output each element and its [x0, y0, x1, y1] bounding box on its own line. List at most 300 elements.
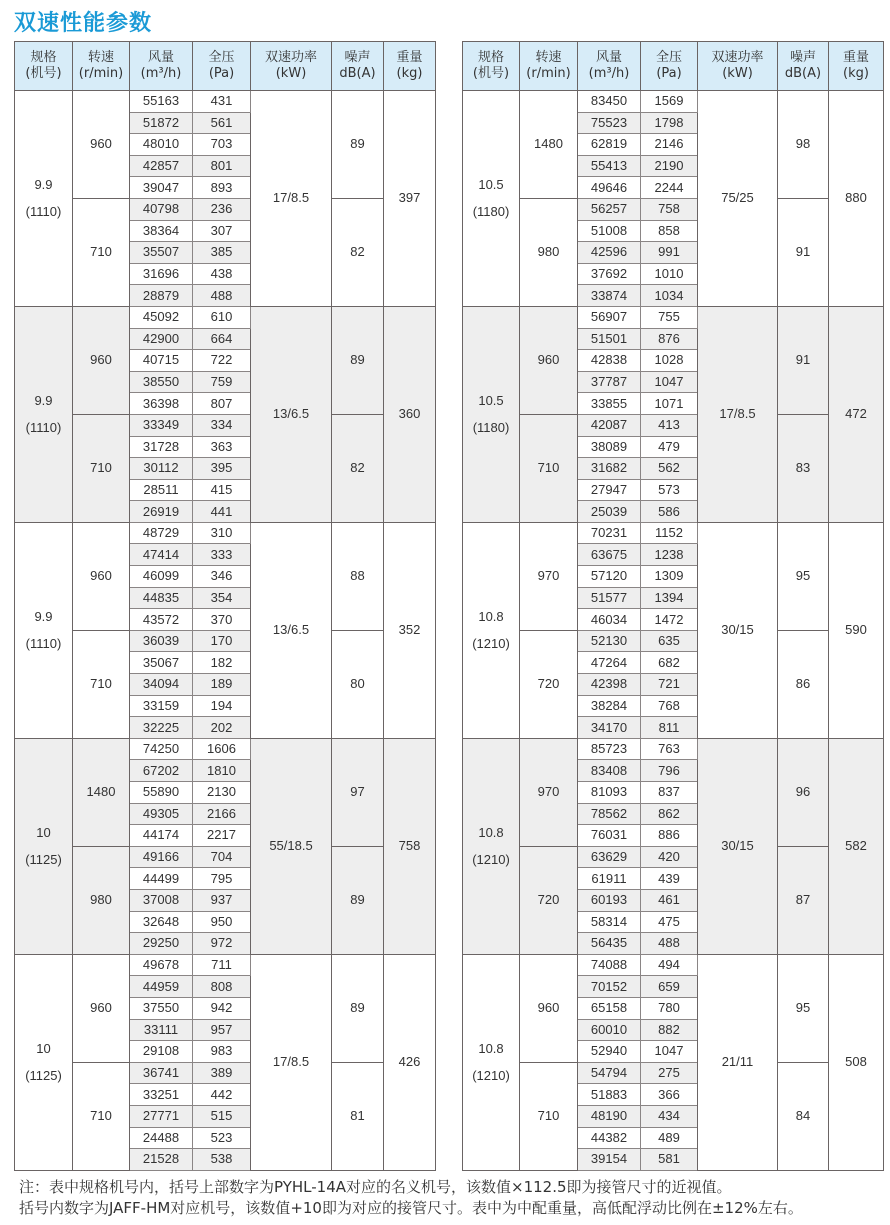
airflow-cell: 49678 — [130, 954, 193, 976]
airflow-cell: 32225 — [130, 717, 193, 739]
header-label: 重量 — [396, 50, 423, 65]
header-label: 双速功率 — [711, 50, 764, 65]
performance-table-left — [14, 41, 436, 1171]
airflow-cell: 65158 — [578, 997, 641, 1019]
airflow-cell: 26919 — [130, 501, 193, 523]
speed-cell: 980 — [520, 198, 578, 306]
column-header-speed — [520, 42, 578, 91]
pressure-cell: 346 — [193, 566, 251, 588]
speed-cell: 720 — [520, 846, 578, 954]
speed-cell: 960 — [73, 522, 130, 630]
airflow-cell: 42838 — [578, 350, 641, 372]
speed-cell: 1480 — [520, 91, 578, 199]
airflow-cell: 31696 — [130, 263, 193, 285]
airflow-cell: 33349 — [130, 414, 193, 436]
noise-cell: 89 — [332, 954, 384, 1062]
pressure-cell: 515 — [193, 1105, 251, 1127]
pressure-cell: 442 — [193, 1084, 251, 1106]
pressure-cell: 610 — [193, 306, 251, 328]
header-row — [463, 42, 884, 91]
noise-cell: 89 — [332, 91, 384, 199]
pressure-cell: 363 — [193, 436, 251, 458]
airflow-cell: 33855 — [578, 393, 641, 415]
model-cell — [15, 306, 73, 522]
table-row — [463, 414, 884, 436]
pressure-cell: 586 — [641, 501, 698, 523]
airflow-cell: 81093 — [578, 782, 641, 804]
noise-cell: 96 — [778, 738, 829, 846]
airflow-cell: 43572 — [130, 609, 193, 631]
pressure-cell: 494 — [641, 954, 698, 976]
weight-cell: 758 — [384, 738, 436, 954]
airflow-cell: 56907 — [578, 306, 641, 328]
speed-cell: 960 — [73, 954, 130, 1062]
power-cell: 17/8.5 — [251, 91, 332, 307]
pressure-cell: 1798 — [641, 112, 698, 134]
header-unit: dB(A) — [784, 66, 822, 81]
table-body — [15, 91, 436, 1171]
weight-cell: 590 — [829, 522, 884, 738]
airflow-cell: 49305 — [130, 803, 193, 825]
pressure-cell: 1569 — [641, 91, 698, 113]
header-label: 全压 — [208, 50, 235, 65]
header-label: 转速 — [535, 50, 562, 65]
pressure-cell: 2190 — [641, 155, 698, 177]
pressure-cell: 942 — [193, 997, 251, 1019]
pressure-cell: 635 — [641, 630, 698, 652]
airflow-cell: 38284 — [578, 695, 641, 717]
header-label: 双速功率 — [264, 50, 317, 65]
header-label: 风量 — [147, 50, 174, 65]
airflow-cell: 60010 — [578, 1019, 641, 1041]
airflow-cell: 46099 — [130, 566, 193, 588]
speed-cell: 710 — [520, 414, 578, 522]
weight-cell: 508 — [829, 954, 884, 1170]
model-cell — [463, 738, 520, 954]
pressure-cell: 310 — [193, 522, 251, 544]
pressure-cell: 768 — [641, 695, 698, 717]
airflow-cell: 30112 — [130, 458, 193, 480]
pressure-cell: 581 — [641, 1149, 698, 1171]
airflow-cell: 48010 — [130, 134, 193, 156]
airflow-cell: 28879 — [130, 285, 193, 307]
airflow-cell: 85723 — [578, 738, 641, 760]
pressure-cell: 2166 — [193, 803, 251, 825]
column-header-airflow — [578, 42, 641, 91]
airflow-cell: 42087 — [578, 414, 641, 436]
speed-cell: 710 — [73, 630, 130, 738]
airflow-cell: 51577 — [578, 587, 641, 609]
noise-cell: 83 — [778, 414, 829, 522]
model-sub-number: (1210) — [472, 852, 510, 868]
speed-cell: 710 — [73, 1062, 130, 1170]
airflow-cell: 51883 — [578, 1084, 641, 1106]
pressure-cell: 1309 — [641, 566, 698, 588]
pressure-cell: 438 — [193, 263, 251, 285]
pressure-cell: 385 — [193, 242, 251, 264]
pressure-cell: 189 — [193, 674, 251, 696]
airflow-cell: 62819 — [578, 134, 641, 156]
airflow-cell: 25039 — [578, 501, 641, 523]
airflow-cell: 51008 — [578, 220, 641, 242]
model-cell — [463, 306, 520, 522]
table-row — [15, 198, 436, 220]
noise-cell: 87 — [778, 846, 829, 954]
airflow-cell: 40798 — [130, 198, 193, 220]
airflow-cell: 54794 — [578, 1062, 641, 1084]
airflow-cell: 44835 — [130, 587, 193, 609]
noise-cell: 95 — [778, 522, 829, 630]
noise-cell: 86 — [778, 630, 829, 738]
model-sub-number: (1210) — [472, 1068, 510, 1084]
pressure-cell: 811 — [641, 717, 698, 739]
airflow-cell: 58314 — [578, 911, 641, 933]
pressure-cell: 523 — [193, 1127, 251, 1149]
model-cell — [463, 522, 520, 738]
airflow-cell: 49166 — [130, 846, 193, 868]
header-label: 规格 — [30, 50, 57, 65]
column-header-airflow — [130, 42, 193, 91]
pressure-cell: 1010 — [641, 263, 698, 285]
pressure-cell: 1034 — [641, 285, 698, 307]
pressure-cell: 354 — [193, 587, 251, 609]
pressure-cell: 461 — [641, 889, 698, 911]
airflow-cell: 33251 — [130, 1084, 193, 1106]
header-unit: (Pa) — [208, 66, 235, 81]
airflow-cell: 63675 — [578, 544, 641, 566]
airflow-cell: 29108 — [130, 1041, 193, 1063]
pressure-cell: 275 — [641, 1062, 698, 1084]
header-label: 转速 — [87, 50, 114, 65]
pressure-cell: 659 — [641, 976, 698, 998]
pressure-cell: 876 — [641, 328, 698, 350]
table-row — [15, 1062, 436, 1084]
noise-cell: 91 — [778, 306, 829, 414]
footnote-line-1: 注：表中规格机号内，括号上部数字为PYHL-14A对应的名义机号，该数值×112.5即为接管尺寸的近视值。 — [19, 1178, 732, 1196]
pressure-cell: 562 — [641, 458, 698, 480]
power-cell: 75/25 — [698, 91, 778, 307]
table-row — [15, 306, 436, 328]
airflow-cell: 31682 — [578, 458, 641, 480]
header-label: 噪声 — [344, 50, 371, 65]
header-unit: (m³/h) — [588, 66, 630, 81]
model-cell — [15, 738, 73, 954]
airflow-cell: 46034 — [578, 609, 641, 631]
pressure-cell: 431 — [193, 91, 251, 113]
speed-cell: 720 — [520, 630, 578, 738]
noise-cell: 80 — [332, 630, 384, 738]
noise-cell: 84 — [778, 1062, 829, 1170]
model-number: 9.9 — [34, 609, 53, 625]
airflow-cell: 37008 — [130, 889, 193, 911]
power-cell: 13/6.5 — [251, 522, 332, 738]
airflow-cell: 29250 — [130, 933, 193, 955]
airflow-cell: 49646 — [578, 177, 641, 199]
airflow-cell: 51872 — [130, 112, 193, 134]
airflow-cell: 35507 — [130, 242, 193, 264]
airflow-cell: 37787 — [578, 371, 641, 393]
model-number: 9.9 — [34, 393, 53, 409]
speed-cell: 710 — [520, 1062, 578, 1170]
header-label: 规格 — [477, 50, 504, 65]
speed-cell: 960 — [520, 306, 578, 414]
header-label: 全压 — [655, 50, 682, 65]
pressure-cell: 882 — [641, 1019, 698, 1041]
pressure-cell: 1152 — [641, 522, 698, 544]
pressure-cell: 561 — [193, 112, 251, 134]
header-unit: (机号) — [25, 66, 62, 81]
pressure-cell: 957 — [193, 1019, 251, 1041]
airflow-cell: 36039 — [130, 630, 193, 652]
pressure-cell: 758 — [641, 198, 698, 220]
model-number: 10 — [36, 1041, 51, 1057]
pressure-cell: 862 — [641, 803, 698, 825]
noise-cell: 91 — [778, 198, 829, 306]
footnotes — [19, 1177, 803, 1219]
airflow-cell: 42596 — [578, 242, 641, 264]
airflow-cell: 38089 — [578, 436, 641, 458]
model-sub-number: (1110) — [25, 420, 62, 436]
model-number: 10.8 — [478, 1041, 504, 1057]
noise-cell: 82 — [332, 198, 384, 306]
pressure-cell: 1394 — [641, 587, 698, 609]
pressure-cell: 415 — [193, 479, 251, 501]
column-header-power — [698, 42, 778, 91]
pressure-cell: 441 — [193, 501, 251, 523]
column-header-speed — [73, 42, 130, 91]
model-sub-number: (1210) — [472, 636, 510, 652]
pressure-cell: 796 — [641, 760, 698, 782]
pressure-cell: 755 — [641, 306, 698, 328]
header-unit: (r/min) — [526, 66, 571, 81]
pressure-cell: 759 — [193, 371, 251, 393]
pressure-cell: 479 — [641, 436, 698, 458]
pressure-cell: 434 — [641, 1105, 698, 1127]
airflow-cell: 42900 — [130, 328, 193, 350]
airflow-cell: 52940 — [578, 1041, 641, 1063]
header-unit: (r/min) — [78, 66, 124, 81]
pressure-cell: 236 — [193, 198, 251, 220]
pressure-cell: 1810 — [193, 760, 251, 782]
speed-cell: 1480 — [73, 738, 130, 846]
pressure-cell: 488 — [193, 285, 251, 307]
pressure-cell: 1472 — [641, 609, 698, 631]
model-cell — [463, 91, 520, 307]
header-row — [15, 42, 436, 91]
airflow-cell: 44174 — [130, 825, 193, 847]
airflow-cell: 31728 — [130, 436, 193, 458]
table-row — [463, 846, 884, 868]
model-number: 10.5 — [478, 177, 504, 193]
model-sub-number: (1125) — [25, 1068, 62, 1084]
pressure-cell: 182 — [193, 652, 251, 674]
weight-cell: 472 — [829, 306, 884, 522]
column-header-noise — [332, 42, 384, 91]
model-cell — [15, 522, 73, 738]
table-row — [463, 91, 884, 113]
pressure-cell: 722 — [193, 350, 251, 372]
table-row — [463, 306, 884, 328]
column-header-weight — [829, 42, 884, 91]
model-sub-number: (1110) — [25, 636, 62, 652]
table-row — [15, 954, 436, 976]
pressure-cell: 937 — [193, 889, 251, 911]
pressure-cell: 664 — [193, 328, 251, 350]
table-row — [463, 1062, 884, 1084]
speed-cell: 960 — [73, 306, 130, 414]
header-unit: (kW) — [722, 66, 753, 81]
page-title: 双速性能参数 — [14, 11, 153, 36]
model-cell — [15, 91, 73, 307]
table-row — [463, 198, 884, 220]
airflow-cell: 63629 — [578, 846, 641, 868]
pressure-cell: 170 — [193, 630, 251, 652]
pressure-cell: 307 — [193, 220, 251, 242]
power-cell: 55/18.5 — [251, 738, 332, 954]
airflow-cell: 40715 — [130, 350, 193, 372]
speed-cell: 960 — [520, 954, 578, 1062]
column-header-noise — [778, 42, 829, 91]
pressure-cell: 489 — [641, 1127, 698, 1149]
pressure-cell: 763 — [641, 738, 698, 760]
header-unit: (Pa) — [656, 66, 682, 81]
noise-cell: 88 — [332, 522, 384, 630]
noise-cell: 89 — [332, 846, 384, 954]
airflow-cell: 42857 — [130, 155, 193, 177]
airflow-cell: 55890 — [130, 782, 193, 804]
speed-cell: 980 — [73, 846, 130, 954]
airflow-cell: 74250 — [130, 738, 193, 760]
airflow-cell: 56257 — [578, 198, 641, 220]
noise-cell: 97 — [332, 738, 384, 846]
pressure-cell: 780 — [641, 997, 698, 1019]
table-row — [15, 522, 436, 544]
power-cell: 21/11 — [698, 954, 778, 1170]
pressure-cell: 202 — [193, 717, 251, 739]
column-header-pressure — [193, 42, 251, 91]
airflow-cell: 70152 — [578, 976, 641, 998]
pressure-cell: 1047 — [641, 1041, 698, 1063]
table-row — [463, 954, 884, 976]
pressure-cell: 950 — [193, 911, 251, 933]
airflow-cell: 70231 — [578, 522, 641, 544]
table-row — [15, 738, 436, 760]
airflow-cell: 32648 — [130, 911, 193, 933]
table-row — [463, 630, 884, 652]
airflow-cell: 75523 — [578, 112, 641, 134]
airflow-cell: 36741 — [130, 1062, 193, 1084]
pressure-cell: 1238 — [641, 544, 698, 566]
noise-cell: 82 — [332, 414, 384, 522]
airflow-cell: 48190 — [578, 1105, 641, 1127]
performance-table-right — [462, 41, 884, 1171]
pressure-cell: 334 — [193, 414, 251, 436]
airflow-cell: 27771 — [130, 1105, 193, 1127]
airflow-cell: 61911 — [578, 868, 641, 890]
power-cell: 30/15 — [698, 738, 778, 954]
airflow-cell: 78562 — [578, 803, 641, 825]
airflow-cell: 44959 — [130, 976, 193, 998]
header-label: 风量 — [595, 50, 622, 65]
pressure-cell: 795 — [193, 868, 251, 890]
table-row — [15, 91, 436, 113]
model-number: 10 — [36, 825, 51, 841]
airflow-cell: 45092 — [130, 306, 193, 328]
pressure-cell: 413 — [641, 414, 698, 436]
table-row — [463, 738, 884, 760]
airflow-cell: 56435 — [578, 933, 641, 955]
pressure-cell: 573 — [641, 479, 698, 501]
airflow-cell: 83408 — [578, 760, 641, 782]
airflow-cell: 60193 — [578, 889, 641, 911]
column-header-weight — [384, 42, 436, 91]
speed-cell: 960 — [73, 91, 130, 199]
pressure-cell: 893 — [193, 177, 251, 199]
pressure-cell: 366 — [641, 1084, 698, 1106]
airflow-cell: 48729 — [130, 522, 193, 544]
airflow-cell: 27947 — [578, 479, 641, 501]
power-cell: 17/8.5 — [698, 306, 778, 522]
airflow-cell: 76031 — [578, 825, 641, 847]
weight-cell: 352 — [384, 522, 436, 738]
pressure-cell: 475 — [641, 911, 698, 933]
header-unit: (机号) — [472, 66, 510, 81]
power-cell: 30/15 — [698, 522, 778, 738]
model-number: 10.8 — [478, 825, 504, 841]
pressure-cell: 2130 — [193, 782, 251, 804]
pressure-cell: 1606 — [193, 738, 251, 760]
airflow-cell: 44382 — [578, 1127, 641, 1149]
column-header-spec — [463, 42, 520, 91]
pressure-cell: 2217 — [193, 825, 251, 847]
header-unit: (kW) — [275, 66, 307, 81]
header-unit: (kg) — [843, 66, 869, 81]
airflow-cell: 55163 — [130, 91, 193, 113]
airflow-cell: 36398 — [130, 393, 193, 415]
model-sub-number: (1180) — [472, 420, 510, 436]
column-header-power — [251, 42, 332, 91]
header-unit: dB(A) — [339, 66, 376, 81]
airflow-cell: 47414 — [130, 544, 193, 566]
pressure-cell: 972 — [193, 933, 251, 955]
footnote-line-2: 括号内数字为JAFF-HM对应机号，该数值+10即为对应的接管尺寸。表中为中配重量，高低配浮动比例在±12%左右。 — [19, 1199, 803, 1217]
airflow-cell: 28511 — [130, 479, 193, 501]
pressure-cell: 703 — [193, 134, 251, 156]
airflow-cell: 55413 — [578, 155, 641, 177]
speed-cell: 710 — [73, 198, 130, 306]
airflow-cell: 83450 — [578, 91, 641, 113]
noise-cell: 98 — [778, 91, 829, 199]
airflow-cell: 38364 — [130, 220, 193, 242]
model-sub-number: (1180) — [472, 204, 510, 220]
airflow-cell: 37692 — [578, 263, 641, 285]
airflow-cell: 33159 — [130, 695, 193, 717]
header-unit: (kg) — [396, 66, 423, 81]
pressure-cell: 837 — [641, 782, 698, 804]
table-body — [463, 91, 884, 1171]
model-number: 9.9 — [34, 177, 53, 193]
airflow-cell: 74088 — [578, 954, 641, 976]
pressure-cell: 439 — [641, 868, 698, 890]
airflow-cell: 51501 — [578, 328, 641, 350]
pressure-cell: 2244 — [641, 177, 698, 199]
header-label: 噪声 — [789, 50, 816, 65]
pressure-cell: 538 — [193, 1149, 251, 1171]
airflow-cell: 39154 — [578, 1149, 641, 1171]
pressure-cell: 370 — [193, 609, 251, 631]
column-header-pressure — [641, 42, 698, 91]
model-number: 10.8 — [478, 609, 504, 625]
